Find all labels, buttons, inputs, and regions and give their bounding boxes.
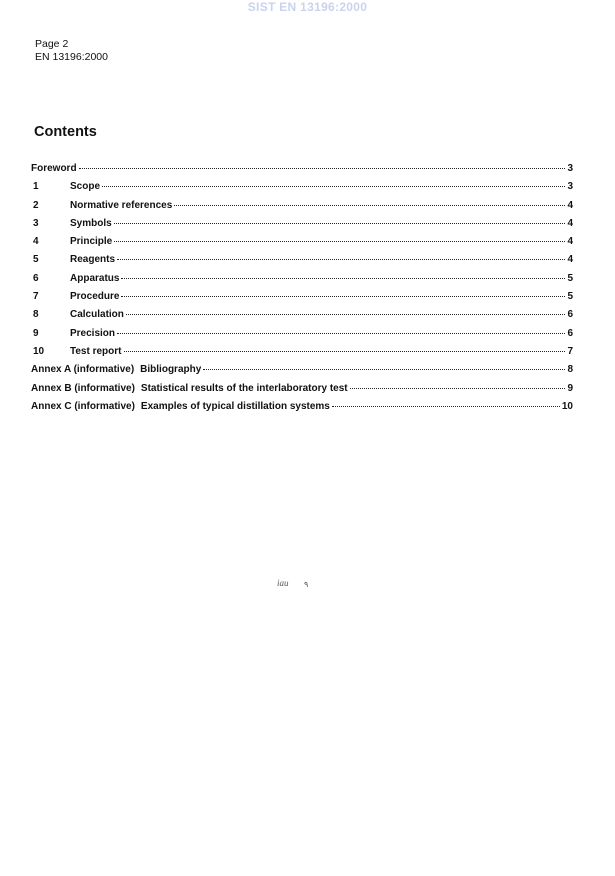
- dot-leader: [114, 241, 565, 242]
- toc-page: 5: [567, 272, 573, 284]
- toc-entry[interactable]: [31, 254, 573, 272]
- dot-leader: [114, 223, 566, 224]
- toc-page: 6: [567, 327, 573, 339]
- toc-page: 10: [561, 400, 573, 412]
- dot-leader: [102, 186, 565, 187]
- watermark: SIST EN 13196:2000: [247, 0, 368, 14]
- toc-page: 4: [567, 236, 573, 248]
- toc-page: 7: [567, 345, 573, 357]
- toc-entry[interactable]: [31, 273, 573, 291]
- toc-entry[interactable]: [31, 309, 573, 327]
- dot-leader: [121, 296, 565, 297]
- toc-page: 3: [567, 181, 573, 193]
- annex-title: Bibliography: [140, 364, 202, 376]
- toc-number: 3: [33, 217, 39, 229]
- dot-leader: [124, 351, 566, 352]
- dot-leader: [126, 314, 566, 315]
- toc-title: Foreword: [31, 163, 77, 174]
- toc-number: 1: [33, 181, 39, 193]
- scribble-mark: iau: [277, 578, 289, 588]
- page-header: [35, 38, 108, 64]
- annex-title: Statistical results of the interlaboratory test: [140, 382, 348, 394]
- toc-entry[interactable]: [31, 236, 573, 254]
- toc-page: 3: [567, 163, 573, 174]
- toc-page: 9: [567, 382, 573, 394]
- toc-title: Calculation: [70, 309, 124, 321]
- toc-entry[interactable]: [31, 181, 573, 199]
- speck-mark: ٩: [304, 580, 309, 589]
- toc-number: 6: [33, 272, 39, 284]
- page-number: Page 2: [35, 38, 69, 50]
- toc-title: Reagents: [70, 254, 116, 266]
- dot-leader: [121, 278, 565, 279]
- toc-title: Test report: [70, 345, 122, 357]
- toc-page: 8: [567, 364, 573, 376]
- toc-title: Principle: [70, 236, 113, 248]
- dot-leader: [203, 369, 565, 370]
- toc-title: Symbols: [70, 217, 112, 229]
- toc-number: 5: [33, 254, 39, 266]
- toc-number: 10: [33, 345, 45, 357]
- dot-leader: [350, 388, 566, 389]
- page-title: Contents: [34, 124, 97, 140]
- toc-number: 2: [33, 199, 39, 211]
- annex-label: Annex C (informative): [31, 400, 135, 412]
- toc-page: 4: [567, 217, 573, 229]
- toc-entry[interactable]: [31, 200, 573, 218]
- dot-leader: [117, 333, 565, 334]
- toc-title: Normative references: [70, 199, 173, 211]
- toc-annex-entry[interactable]: [31, 364, 573, 382]
- annex-label: Annex A (informative): [31, 364, 135, 376]
- dot-leader: [117, 259, 565, 260]
- toc-page: 4: [567, 199, 573, 211]
- annex-title: Examples of typical distillation systems: [140, 400, 330, 412]
- toc-number: 7: [33, 291, 39, 303]
- toc-entry[interactable]: [31, 291, 573, 309]
- standard-id: EN 13196:2000: [35, 51, 108, 63]
- dot-leader: [79, 168, 566, 169]
- table-of-contents: [31, 163, 573, 419]
- toc-entry[interactable]: [31, 346, 573, 364]
- toc-page: 5: [567, 291, 573, 303]
- toc-page: 6: [567, 309, 573, 321]
- toc-annex-entry[interactable]: [31, 383, 573, 401]
- toc-entry-foreword[interactable]: [31, 163, 573, 181]
- toc-number: 4: [33, 236, 39, 248]
- toc-entry[interactable]: [31, 328, 573, 346]
- toc-entry[interactable]: [31, 218, 573, 236]
- toc-title: Precision: [70, 327, 116, 339]
- toc-title: Apparatus: [70, 272, 120, 284]
- toc-page: 4: [567, 254, 573, 266]
- dot-leader: [332, 406, 560, 407]
- toc-annex-entry[interactable]: [31, 401, 573, 419]
- toc-title: Procedure: [70, 291, 120, 303]
- toc-title: Scope: [70, 181, 101, 193]
- toc-number: 8: [33, 309, 39, 321]
- dot-leader: [174, 205, 565, 206]
- annex-label: Annex B (informative): [31, 382, 135, 394]
- toc-number: 9: [33, 327, 39, 339]
